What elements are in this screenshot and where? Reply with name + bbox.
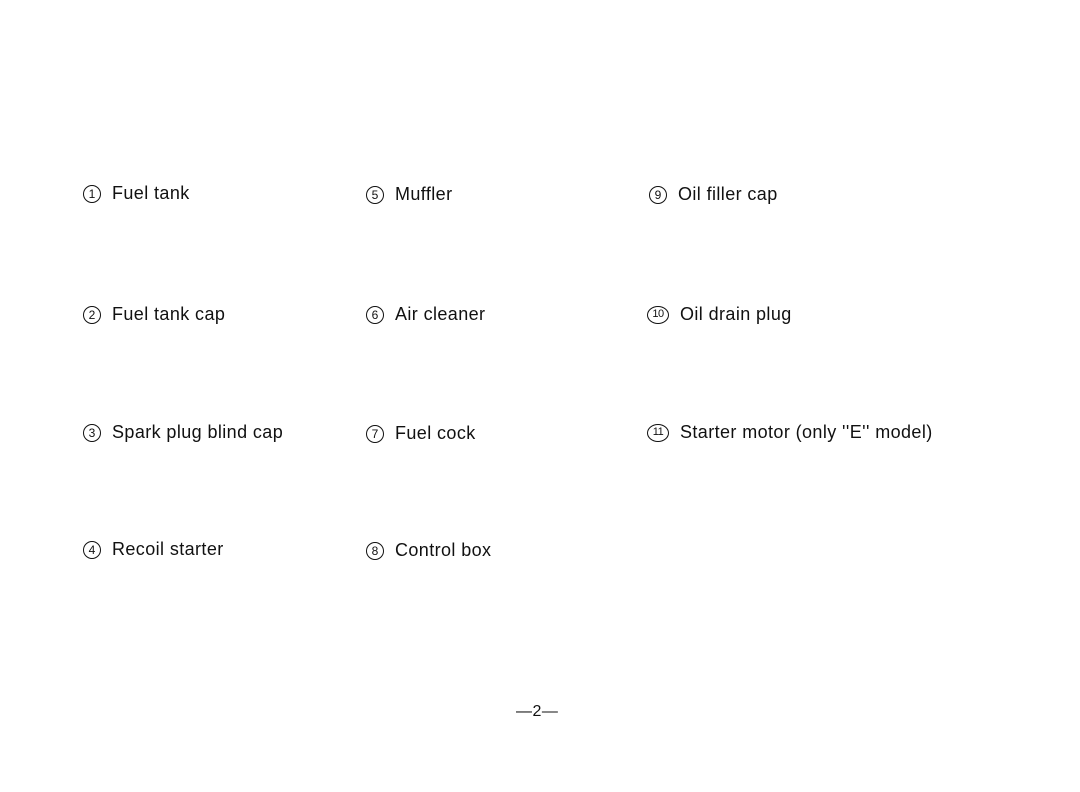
legend-label: Oil drain plug [680, 304, 792, 324]
legend-label: Fuel tank cap [112, 304, 226, 324]
callout-number-1: 1 [83, 185, 101, 203]
legend-item-recoil-starter [83, 539, 224, 560]
callout-number-9: 9 [649, 186, 667, 204]
legend-item-fuel-tank-cap [83, 304, 225, 325]
legend-label: Air cleaner [395, 304, 486, 324]
legend-item-control-box [366, 540, 491, 561]
legend-label: Fuel tank [112, 183, 190, 203]
legend-item-oil-filler-cap [649, 184, 778, 205]
callout-number-11: 11 [647, 424, 669, 442]
callout-number-4: 4 [83, 541, 101, 559]
legend-item-fuel-cock [366, 423, 476, 444]
callout-number-3: 3 [83, 424, 101, 442]
legend-item-starter-motor [647, 422, 933, 443]
legend-label: Muffler [395, 184, 453, 204]
callout-number-10: 10 [647, 306, 669, 324]
legend-item-spark-plug-blind-cap [83, 422, 283, 443]
legend-item-muffler [366, 184, 453, 205]
legend-label: Fuel cock [395, 423, 476, 443]
legend-label: Spark plug blind cap [112, 422, 284, 442]
callout-number-7: 7 [366, 425, 384, 443]
callout-number-8: 8 [366, 542, 384, 560]
page-number: —2— [516, 703, 559, 720]
legend-item-fuel-tank [83, 183, 190, 204]
callout-number-6: 6 [366, 306, 384, 324]
callout-number-5: 5 [366, 186, 384, 204]
legend-label: Control box [395, 540, 492, 560]
legend-label: Recoil starter [112, 539, 224, 559]
callout-number-2: 2 [83, 306, 101, 324]
legend-item-air-cleaner [366, 304, 485, 325]
legend-label: Starter motor (only ''E'' model) [680, 422, 933, 442]
legend-label: Oil filler cap [678, 184, 778, 204]
legend-item-oil-drain-plug [647, 304, 792, 325]
